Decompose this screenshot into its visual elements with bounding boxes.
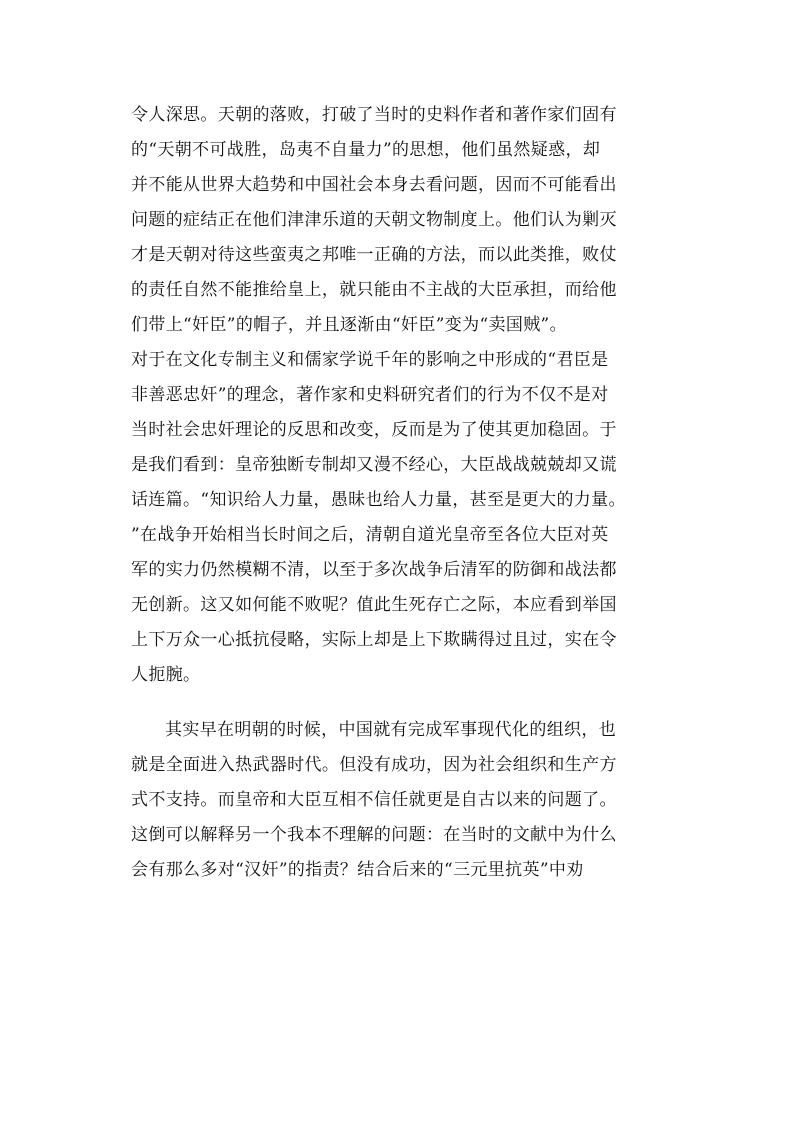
text-line: 其实早在明朝的时候，中国就有完成军事现代化的组织，也 (165, 720, 617, 740)
text-line: 这倒可以解释另一个我本不理解的问题：在当时的文献中为什么 (131, 825, 617, 845)
text-line: 式不支持。而皇帝和大臣互相不信任就更是自古以来的问题了。 (131, 790, 617, 810)
text-line: 令人深思。天朝的落败，打破了当时的史料作者和著作家们固有 (131, 105, 617, 125)
text-line: 并不能从世界大趋势和中国社会本身去看问题，因而不可能看出 (131, 175, 617, 195)
text-line: 会有那么多对“汉奸”的指责？结合后来的“三元里抗英”中劝 (131, 860, 584, 880)
text-line: 问题的症结正在他们津津乐道的天朝文物制度上。他们认为剿灭 (131, 210, 617, 230)
text-line: 对于在文化专制主义和儒家学说千年的影响之中形成的“君臣是 (131, 350, 609, 370)
text-line: 们带上“奸臣”的帽子，并且逐渐由“奸臣”变为“卖国贼”。 (131, 315, 567, 335)
paragraph-1 (131, 98, 671, 693)
document-body (131, 98, 671, 888)
paragraph-spacer (131, 693, 671, 713)
text-line: 上下万众一心抵抗侵略，实际上却是上下欺瞒得过且过，实在令 (131, 630, 617, 650)
text-line: 非善恶忠奸”的理念，著作家和史料研究者们的行为不仅不是对 (131, 385, 609, 405)
text-line: 就是全面进入热武器时代。但没有成功，因为社会组织和生产方 (131, 755, 617, 775)
text-line: 的责任自然不能推给皇上，就只能由不主战的大臣承担，而给他 (131, 280, 617, 300)
text-line: 人扼腕。 (131, 665, 201, 685)
text-line: 的“天朝不可战胜，岛夷不自量力”的思想，他们虽然疑惑，却 (131, 140, 601, 160)
paragraph-2 (131, 713, 671, 888)
text-line: 是我们看到：皇帝独断专制却又漫不经心，大臣战战兢兢却又谎 (131, 455, 617, 475)
text-line: ”在战争开始相当长时间之后，清朝自道光皇帝至各位大臣对英 (131, 525, 609, 545)
text-line: 军的实力仍然模糊不清，以至于多次战争后清军的防御和战法都 (131, 560, 617, 580)
text-line: 无创新。这又如何能不败呢？值此生死存亡之际，本应看到举国 (131, 595, 617, 615)
text-line: 话连篇。“知识给人力量，愚昧也给人力量，甚至是更大的力量。 (131, 490, 626, 510)
text-line: 当时社会忠奸理论的反思和改变，反而是为了使其更加稳固。于 (131, 420, 617, 440)
text-line: 才是天朝对待这些蛮夷之邦唯一正确的方法，而以此类推，败仗 (131, 245, 617, 265)
